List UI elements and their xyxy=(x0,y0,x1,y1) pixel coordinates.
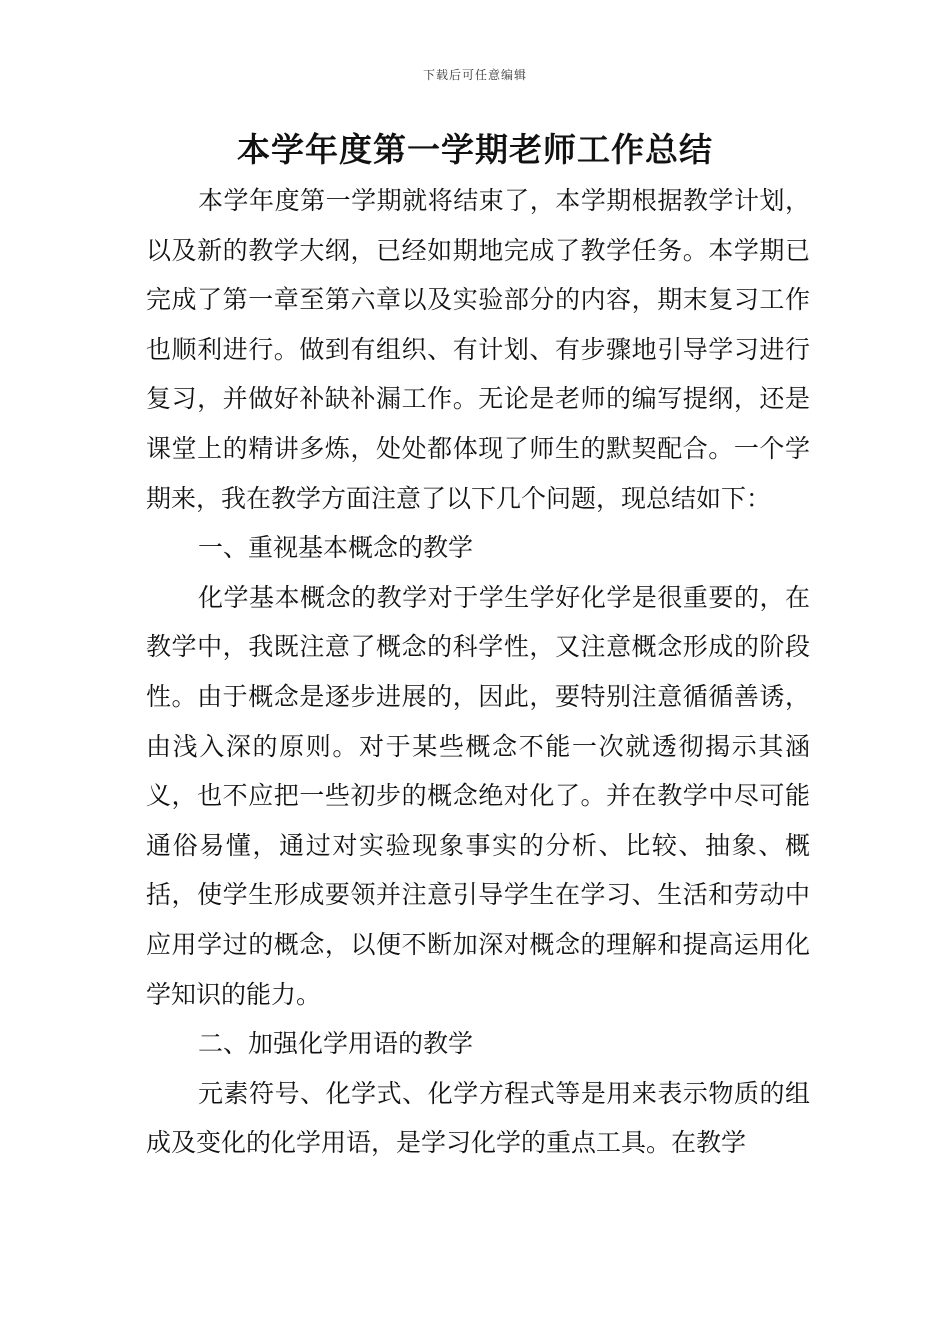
document-body xyxy=(146,176,810,1168)
header-note: 下载后可任意编辑 xyxy=(422,68,527,82)
document-title: 本学年度第一学期老师工作总结 xyxy=(237,130,713,169)
section-heading-1: 一、重视基本概念的教学 xyxy=(198,533,474,563)
section-heading-2: 二、加强化学用语的教学 xyxy=(198,1029,474,1059)
paragraph-terminology: 元素符号、化学式、化学方程式等是用来表示物质的组成及变化的化学用语，是学习化学的重点工具。在教学 xyxy=(146,1078,810,1158)
paragraph-concepts: 化学基本概念的教学对于学生学好化学是很重要的，在教学中，我既注意了概念的科学性，又注意概念形成的阶段性。由于概念是逐步进展的，因此，要特别注意循循善诱，由浅入深的原则。对于某些概念不能一次就透彻揭示其涵义，也不应把一些初步的概念绝对化了。并在教学中尽可能通俗易懂，通过对实验现象事实的分析、比较、抽象、概括，使学生形成要领并注意引导学生在学习、生活和劳动中应用学过的概念，以便不断加深对概念的理解和提高运用化学知识的能力。 xyxy=(146,582,810,1009)
paragraph-intro: 本学年度第一学期就将结束了，本学期根据教学计划，以及新的教学大纲，已经如期地完成了教学任务。本学期已完成了第一章至第六章以及实验部分的内容，期末复习工作也顺利进行。做到有组织、有计划、有步骤地引导学习进行复习，并做好补缺补漏工作。无论是老师的编写提纲，还是课堂上的精讲多炼，处处都体现了师生的默契配合。一个学期来，我在教学方面注意了以下几个问题，现总结如下： xyxy=(146,186,810,513)
